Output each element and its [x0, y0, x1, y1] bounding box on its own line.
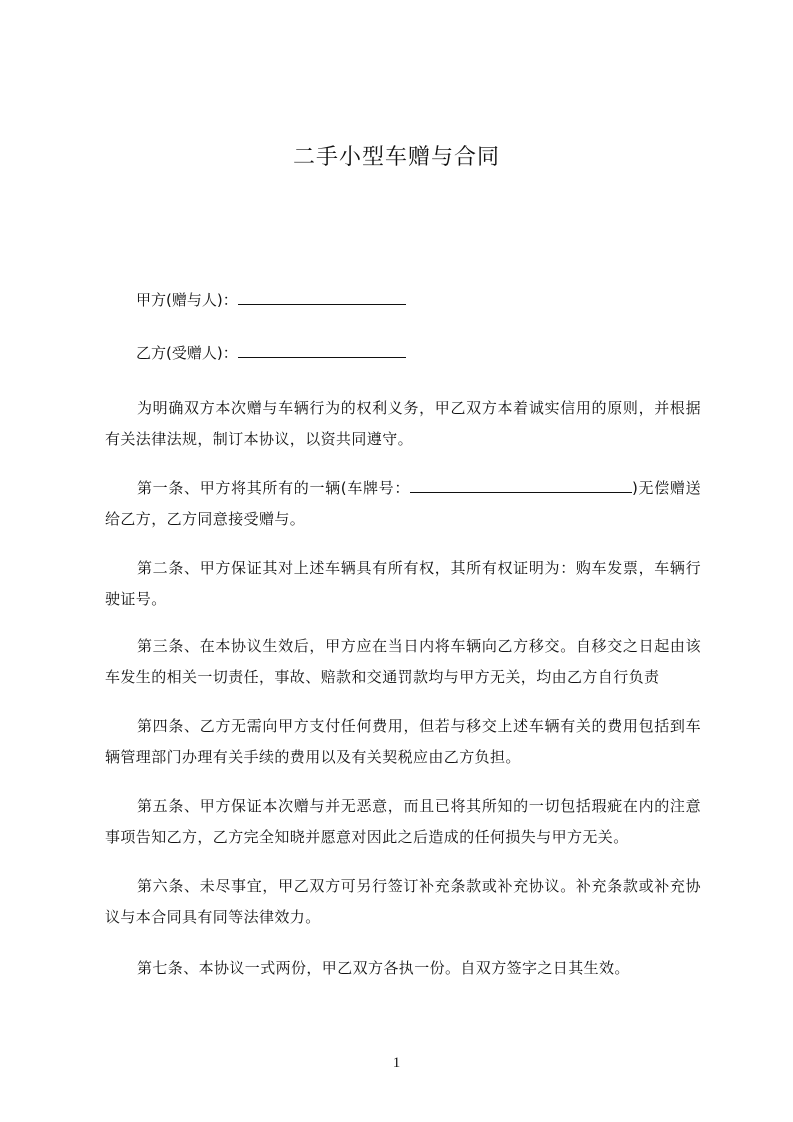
article-1-text-before: 第一条、甲方将其所有的一辆(车牌号：: [137, 479, 411, 497]
article-2: 第二条、甲方保证其对上述车辆具有所有权，其所有权证明为：购车发票，车辆行驶证号。: [105, 559, 701, 608]
article-7: 第七条、本协议一式两份，甲乙双方各执一份。自双方签字之日其生效。: [137, 959, 630, 977]
article-5: 第五条、甲方保证本次赠与并无恶意，而且已将其所知的一切包括瑕疵在内的注意事项告知乙方，乙方完全知晓并愿意对因此之后造成的任何损失与甲方无关。: [105, 797, 701, 846]
article-1: [105, 473, 701, 535]
intro-paragraph: 为明确双方本次赠与车辆行为的权利义务，甲乙双方本着诚实信用的原则，并根据有关法律法规，制订本协议，以资共同遵守。: [105, 399, 701, 448]
plate-number-blank[interactable]: [410, 478, 632, 493]
document-title: 二手小型车赠与合同: [292, 145, 500, 170]
page-number: 1: [392, 1055, 401, 1071]
article-3: 第三条、在本协议生效后，甲方应在当日内将车辆向乙方移交。自移交之日起由该车发生的相关一切责任，事故、赔款和交通罚款均与甲方无关，均由乙方自行负责: [105, 637, 701, 686]
party-a-line: [136, 290, 406, 310]
party-b-line: [136, 343, 406, 363]
article-1-text-after: )无偿赠送给乙方，乙方同意接受赠与。: [105, 479, 701, 528]
article-4: 第四条、乙方无需向甲方支付任何费用，但若与移交上述车辆有关的费用包括到车辆管理部门办理有关手续的费用以及有关契税应由乙方负担。: [105, 717, 701, 766]
party-b-label: 乙方(受赠人)：: [136, 344, 238, 362]
party-b-blank[interactable]: [238, 343, 406, 358]
party-a-label: 甲方(赠与人)：: [136, 291, 238, 309]
article-6: 第六条、未尽事宜，甲乙双方可另行签订补充条款或补充协议。补充条款或补充协议与本合同具有同等法律效力。: [105, 877, 701, 926]
party-a-blank[interactable]: [238, 290, 406, 305]
